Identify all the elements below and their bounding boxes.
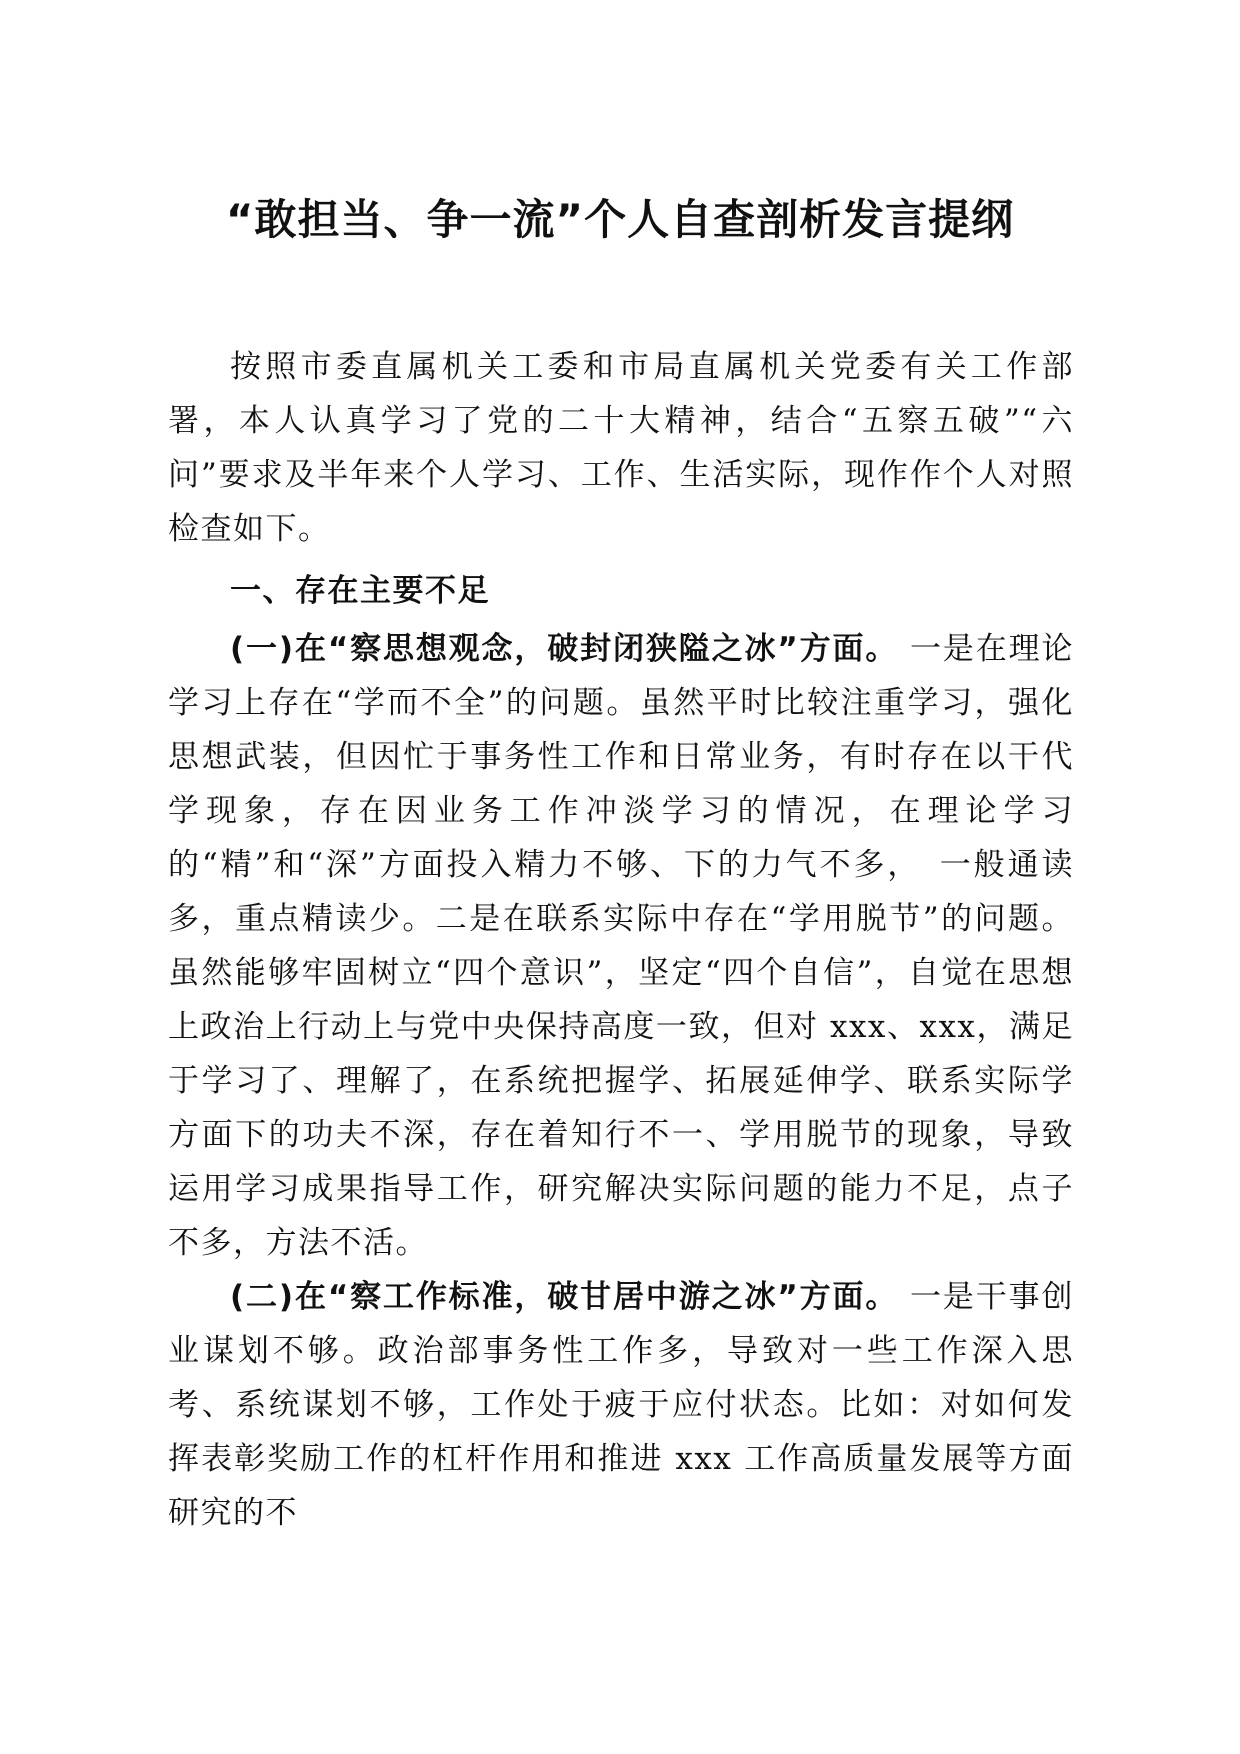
item-paragraph-1 (168, 622, 1074, 1270)
intro-paragraph: 按照市委直属机关工委和市局直属机关党委有关工作部署，本人认真学习了党的二十大精神，结合“五察五破”“六问”要求及半年来个人学习、工作、生活实际，现作作个人对照检查如下。 (168, 349, 1074, 547)
item-paragraph-2 (168, 1270, 1074, 1540)
section-heading-1: 一、存在主要不足 (230, 573, 490, 609)
item-text-1: 一是在理论学习上存在“学而不全”的问题。虽然平时比较注重学习，强化思想武装，但因忙于事务性工作和日常业务，有时存在以干代学现象，存在因业务工作冲淡学习的情况，在理论学习的“精”和“深”方面投入精力不够、下的力气不多， 一般通读多，重点精读少。二是在联系实际中存在“学用脱节”的问题。虽然能够牢固树立“四个意识”，坚定“四个自信”，自觉在思想上政治上行动上与党中央保持高度一致，但对 xxx、xxx，满足于学习了、理解了，在系统把握学、拓展延伸学、联系实际学方面下的功夫不深，存在着知行不一、学用脱节的现象，导致运用学习成果指导工作，研究解决实际问题的能力不足，点子不多，方法不活。 (168, 631, 1075, 1261)
item-heading-2: (二)在“察工作标准，破甘居中游之冰”方面。 (230, 1279, 899, 1315)
document-body (168, 340, 1074, 1540)
item-text-2: 一是干事创业谋划不够。政治部事务性工作多，导致对一些工作深入思考、系统谋划不够，工作处于疲于应付状态。比如：对如何发挥表彰奖励工作的杠杆作用和推进 xxx 工作高质量发展等方面研究的不 (168, 1279, 1075, 1531)
document-title: “敢担当、争一流”个人自查剖析发言提纲 (225, 195, 1015, 244)
item-heading-1: (一)在“察思想观念，破封闭狭隘之冰”方面。 (230, 631, 899, 667)
